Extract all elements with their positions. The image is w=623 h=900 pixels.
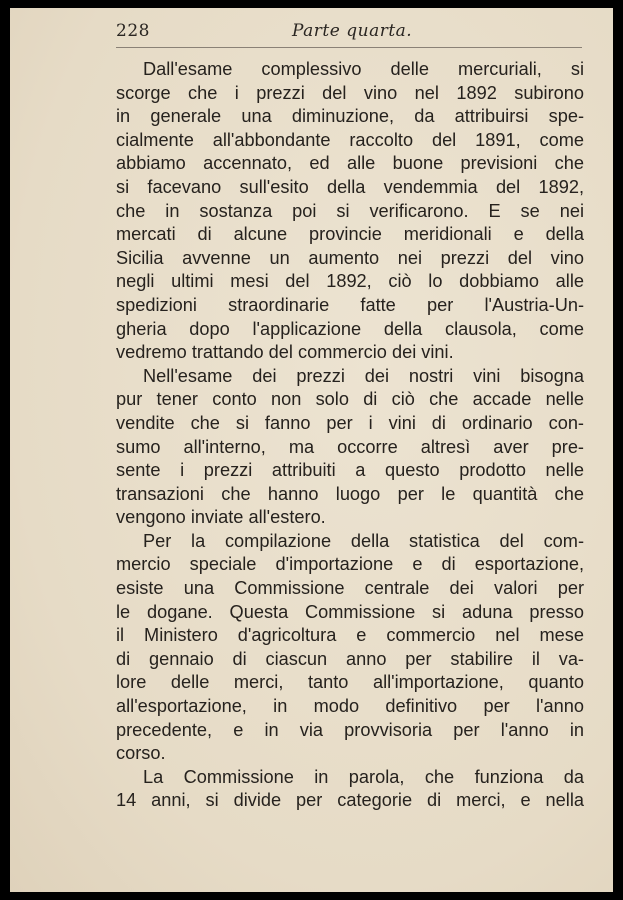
text-line: vengono inviate all'estero. (116, 507, 326, 528)
text-line: le dogane. Questa Commissione si aduna presso (116, 601, 584, 622)
text-line: pur tener conto non solo di ciò che accade nelle (116, 389, 584, 410)
header-rule (116, 47, 582, 48)
text-line: Per la compilazione della statistica del com- (143, 530, 584, 551)
text-line: di gennaio di ciascun anno per stabilire il va- (116, 648, 584, 669)
text-line: che in sostanza poi si verificarono. E se nei (116, 200, 584, 221)
body-text (116, 58, 584, 813)
text-line: Dall'esame complessivo delle mercuriali, si (143, 59, 584, 79)
book-page (10, 8, 613, 892)
text-line: il Ministero d'agricoltura e commercio nel mese (116, 625, 584, 646)
text-line: esiste una Commissione centrale dei valori per (116, 578, 584, 599)
text-line: vendite che si fanno per i vini di ordinario con- (116, 412, 584, 433)
text-line: spedizioni straordinarie fatte per l'Austria-Un- (116, 294, 584, 315)
text-line: La Commissione in parola, che funziona da (143, 766, 584, 787)
text-line: lore delle merci, tanto all'importazione, quanto (116, 672, 584, 693)
text-line: gheria dopo l'applicazione della clausola, come (116, 318, 584, 339)
text-line: abbiamo accennato, ed alle buone previsioni che (116, 153, 584, 174)
text-line: si facevano sull'esito della vendemmia del 1892, (116, 176, 584, 197)
running-title: Parte quarta. (292, 21, 413, 41)
text-line: all'esportazione, in modo definitivo per l'anno (116, 696, 584, 717)
text-line: sente i prezzi attribuiti a questo prodotto nelle (116, 460, 584, 481)
text-line: transazioni che hanno luogo per le quantità che (116, 483, 584, 504)
text-line: cialmente all'abbondante raccolto del 1891, come (116, 129, 584, 150)
page-header (116, 18, 582, 44)
text-line: mercati di alcune provincie meridionali e della (116, 224, 584, 245)
text-line: corso. (116, 743, 166, 764)
text-line: in generale una diminuzione, da attribuirsi spe- (116, 106, 584, 127)
text-line: negli ultimi mesi del 1892, ciò lo dobbiamo alle (116, 271, 584, 292)
text-line: Sicilia avvenne un aumento nei prezzi del vino (116, 247, 584, 268)
text-line: 14 anni, si divide per categorie di merci, e nella (116, 790, 584, 811)
text-line: sumo all'interno, ma occorre altresì aver pre- (116, 436, 584, 457)
text-line: mercio speciale d'importazione e di esportazione, (116, 554, 584, 575)
text-line: precedente, e in via provvisoria per l'anno in (116, 719, 584, 740)
text-line: vedremo trattando del commercio dei vini. (116, 342, 454, 363)
text-line: Nell'esame dei prezzi dei nostri vini bisogna (143, 365, 584, 386)
text-line: scorge che i prezzi del vino nel 1892 subirono (116, 82, 584, 103)
page-number: 228 (116, 21, 150, 41)
